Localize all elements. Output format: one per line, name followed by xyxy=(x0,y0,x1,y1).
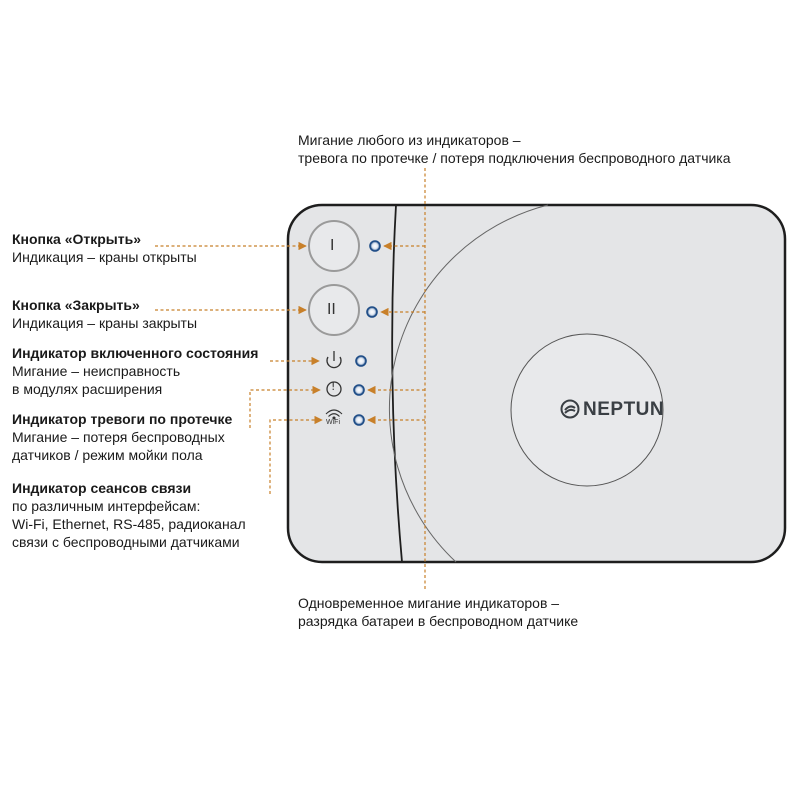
annotation-comm-indicator xyxy=(12,479,246,551)
annotation-close-button xyxy=(12,296,197,332)
annotation-top xyxy=(298,131,731,167)
annotation-open-title: Кнопка «Открыть» xyxy=(12,231,141,247)
annotation-power-indicator xyxy=(12,344,258,398)
led-leak xyxy=(354,385,364,395)
annotation-close-desc: Индикация – краны закрыты xyxy=(12,315,198,331)
annotation-open-button xyxy=(12,230,197,266)
led-comm xyxy=(354,415,364,425)
annotation-power-desc1: Мигание – неисправность xyxy=(12,363,181,379)
annotation-bottom xyxy=(298,594,578,630)
led-open xyxy=(370,241,380,251)
annotation-bottom-line1: Одновременное мигание индикаторов – xyxy=(298,595,560,611)
led-close xyxy=(367,307,377,317)
led-power xyxy=(356,356,366,366)
wifi-caption: WiFi xyxy=(326,419,340,426)
open-button-glyph: I xyxy=(330,236,335,254)
annotation-power-title: Индикатор включенного состояния xyxy=(12,345,259,361)
brand-text: NEPTUN xyxy=(583,399,665,420)
annotation-leak-desc2: датчиков / режим мойки пола xyxy=(12,447,203,463)
close-button-glyph: II xyxy=(327,300,336,318)
annotation-comm-desc3: связи с беспроводными датчиками xyxy=(12,534,240,550)
annotation-top-line2: тревога по протечке / потеря подключения беспроводного датчика xyxy=(298,150,731,166)
annotation-comm-desc2: Wi-Fi, Ethernet, RS-485, радиоканал xyxy=(12,516,246,532)
annotation-leak-desc1: Мигание – потеря беспроводных xyxy=(12,429,225,445)
annotation-leak-title: Индикатор тревоги по протечке xyxy=(12,411,233,427)
annotation-top-line1: Мигание любого из индикаторов – xyxy=(298,132,521,148)
annotation-open-desc: Индикация – краны открыты xyxy=(12,249,197,265)
annotation-close-title: Кнопка «Закрыть» xyxy=(12,297,140,313)
neptun-logo-icon xyxy=(560,399,580,419)
annotation-leak-indicator xyxy=(12,410,232,464)
annotation-bottom-line2: разрядка батареи в беспроводном датчике xyxy=(298,613,579,629)
annotation-power-desc2: в модулях расширения xyxy=(12,381,163,397)
leak-icon-glyph: ! xyxy=(331,380,336,393)
annotation-comm-title: Индикатор сеансов связи xyxy=(12,480,192,496)
brand-logo xyxy=(560,399,664,421)
annotation-comm-desc1: по различным интерфейсам: xyxy=(12,498,201,514)
